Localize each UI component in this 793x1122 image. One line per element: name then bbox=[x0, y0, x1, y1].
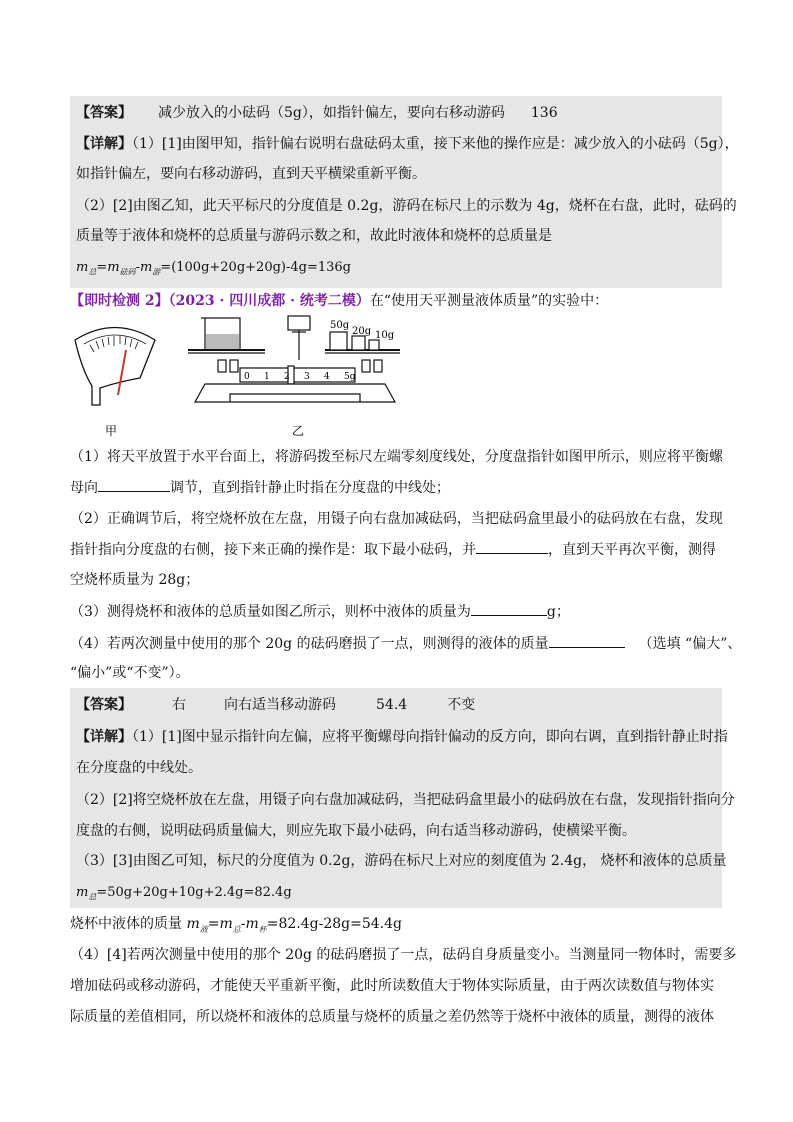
weight-20g: 20g bbox=[352, 326, 372, 337]
weight-10g: 10g bbox=[375, 330, 395, 341]
fig-jia-label: 甲 bbox=[105, 424, 118, 438]
answer-2-4: 不变 bbox=[447, 697, 476, 713]
scale-tick-label: 2 bbox=[284, 372, 290, 382]
answer-blank-1[interactable] bbox=[98, 477, 170, 492]
answer-2-3: 54.4 bbox=[376, 697, 408, 713]
answer-value: 136 bbox=[530, 105, 558, 121]
answer-label: 【答案】 bbox=[76, 105, 132, 121]
answer-blank-3[interactable] bbox=[471, 601, 547, 616]
sub-question-4a: （4）若两次测量中使用的那个 20g 的砝码磨损了一点，则测得的液体的质量 （选填 “偏大”、 bbox=[70, 633, 741, 654]
detail2-line-5: （3）[3]由图乙可知，标尺的分度值为 0.2g，游码在标尺上对应的刻度值为 2.4g， 烧杯和液体的总质量 bbox=[76, 853, 727, 869]
detail-line-3: （2）[2]由图乙知，此天平标尺的分度值是 0.2g，游码在标尺上的示数为 4g，烧杯在右盘，此时，砝码的 bbox=[76, 198, 737, 214]
scale-tick-label: 0 bbox=[244, 372, 250, 382]
detail2-line-8: 增加砝码或移动游码，才能使天平重新平衡，此时所读数值大于物体实际质量，由于两次读数值与物体实 bbox=[70, 978, 714, 994]
weight-50g: 50g bbox=[330, 320, 350, 331]
detail-label-2: 【详解】 bbox=[76, 729, 132, 745]
fig-yi-label: 乙 bbox=[292, 424, 305, 438]
detail-line-4: 质量等于液体和烧杯的总质量与游码示数之和，故此时液体和烧杯的总质量是 bbox=[76, 228, 552, 244]
sub-question-2a: （2）正确调节后，将空烧杯放在左盘，用镊子向右盘加减砝码，当把砝码盒里最小的砝码放在右盘，发现 bbox=[70, 511, 723, 527]
sub-question-3: （3）测得烧杯和液体的总质量如图乙所示，则杯中液体的质量为 g； bbox=[70, 601, 570, 622]
detail2-line-7: （4）[4]若两次测量中使用的那个 20g 的砝码磨损了一点，砝码自身质量变小。当测量同一物体时，需要多 bbox=[70, 947, 737, 963]
detail2-line-9: 际质量的差值相同，所以烧杯和液体的总质量与烧杯的质量之差仍然等于烧杯中液体的质量，测得的液体 bbox=[70, 1009, 714, 1025]
answer-2-1: 右 bbox=[172, 697, 186, 713]
dial-figure bbox=[75, 328, 155, 406]
answer-label-2: 【答案】 bbox=[76, 697, 132, 713]
question-tag: 【即时检测 2】 bbox=[70, 293, 169, 309]
question-source: （2023 · 四川成都 · 统考二模） bbox=[168, 293, 370, 309]
detail-line-2: 如指针偏左，要向右移动游码，直到天平横梁重新平衡。 bbox=[76, 166, 426, 182]
sub-question-1a: （1）将天平放置于水平台面上，将游码拨至标尺左端零刻度线处，分度盘指针如图甲所示，则应将平衡螺 bbox=[70, 449, 723, 465]
detail-line-1 bbox=[76, 134, 739, 154]
answer-line-2 bbox=[76, 695, 475, 715]
detail2-line-4: 度盘的右侧，说明砝码质量偏大，则应先取下最小砝码，向右适当移动游码，使横梁平衡。 bbox=[76, 823, 636, 839]
sub-question-2b: 指针指向分度盘的右侧，接下来正确的操作是：取下最小砝码，并 ，直到天平再次平衡，测得 bbox=[70, 539, 716, 560]
sub-question-1b: 母向 调节，直到指针静止时指在分度盘的中线处； bbox=[70, 477, 450, 498]
detail2-line-2: 在分度盘的中线处。 bbox=[76, 760, 202, 776]
answer-line-1 bbox=[76, 103, 558, 123]
scale-tick-label: 3 bbox=[304, 372, 310, 382]
answer-blank-2[interactable] bbox=[476, 539, 548, 554]
detail-formula-1: $m_总=m_{砝码}-m_游=(100g+20g+20g)-4g=136g$ bbox=[76, 260, 351, 277]
detail2-formula-1: $m_总=50g+20g+10g+2.4g=82.4g$ bbox=[76, 885, 292, 902]
answer-2-2: 向右适当移动游码 bbox=[224, 697, 336, 713]
scale-tick-label: 4 bbox=[324, 372, 330, 382]
sub-question-2c: 空烧杯质量为 28g； bbox=[70, 572, 200, 588]
detail2-line-1: 【详解】（1）[1]图中显示指针向左偏，应将平衡螺母向指针偏动的反方向，即向右调，直到指针静止时指 bbox=[76, 729, 728, 745]
scale-tick-label: 1 bbox=[264, 372, 270, 382]
sub-question-4b: “偏小”或“不变”）。 bbox=[70, 665, 190, 681]
detail-text: （1）[1]由图甲知，指针偏右说明右盘砝码太重，接下来他的操作应是：减少放入的小砝码（5g）， bbox=[132, 136, 739, 152]
answer-text: 减少放入的小砝码（5g），如指针偏左，要向右移动游码 bbox=[158, 105, 505, 121]
detail2-line-3: （2）[2]将空烧杯放在左盘，用镊子向右盘加减砝码，当把砝码盒里最小的砝码放在右盘，发现指针指向分 bbox=[76, 792, 735, 808]
detail2-line-6: 烧杯中液体的质量 $m_液=m_总-m_杯=82.4g-28g=54.4g$ bbox=[70, 916, 403, 934]
formula-text: =(100g+20g+20g)-4g=136g bbox=[160, 260, 351, 275]
scale-tick-label: 5g bbox=[344, 372, 356, 382]
answer-blank-4[interactable] bbox=[549, 633, 625, 648]
question-title bbox=[70, 291, 608, 311]
balance-figure bbox=[70, 310, 395, 440]
detail-label: 【详解】 bbox=[76, 136, 132, 152]
question-intro: 在“使用天平测量液体质量”的实验中： bbox=[369, 293, 609, 309]
